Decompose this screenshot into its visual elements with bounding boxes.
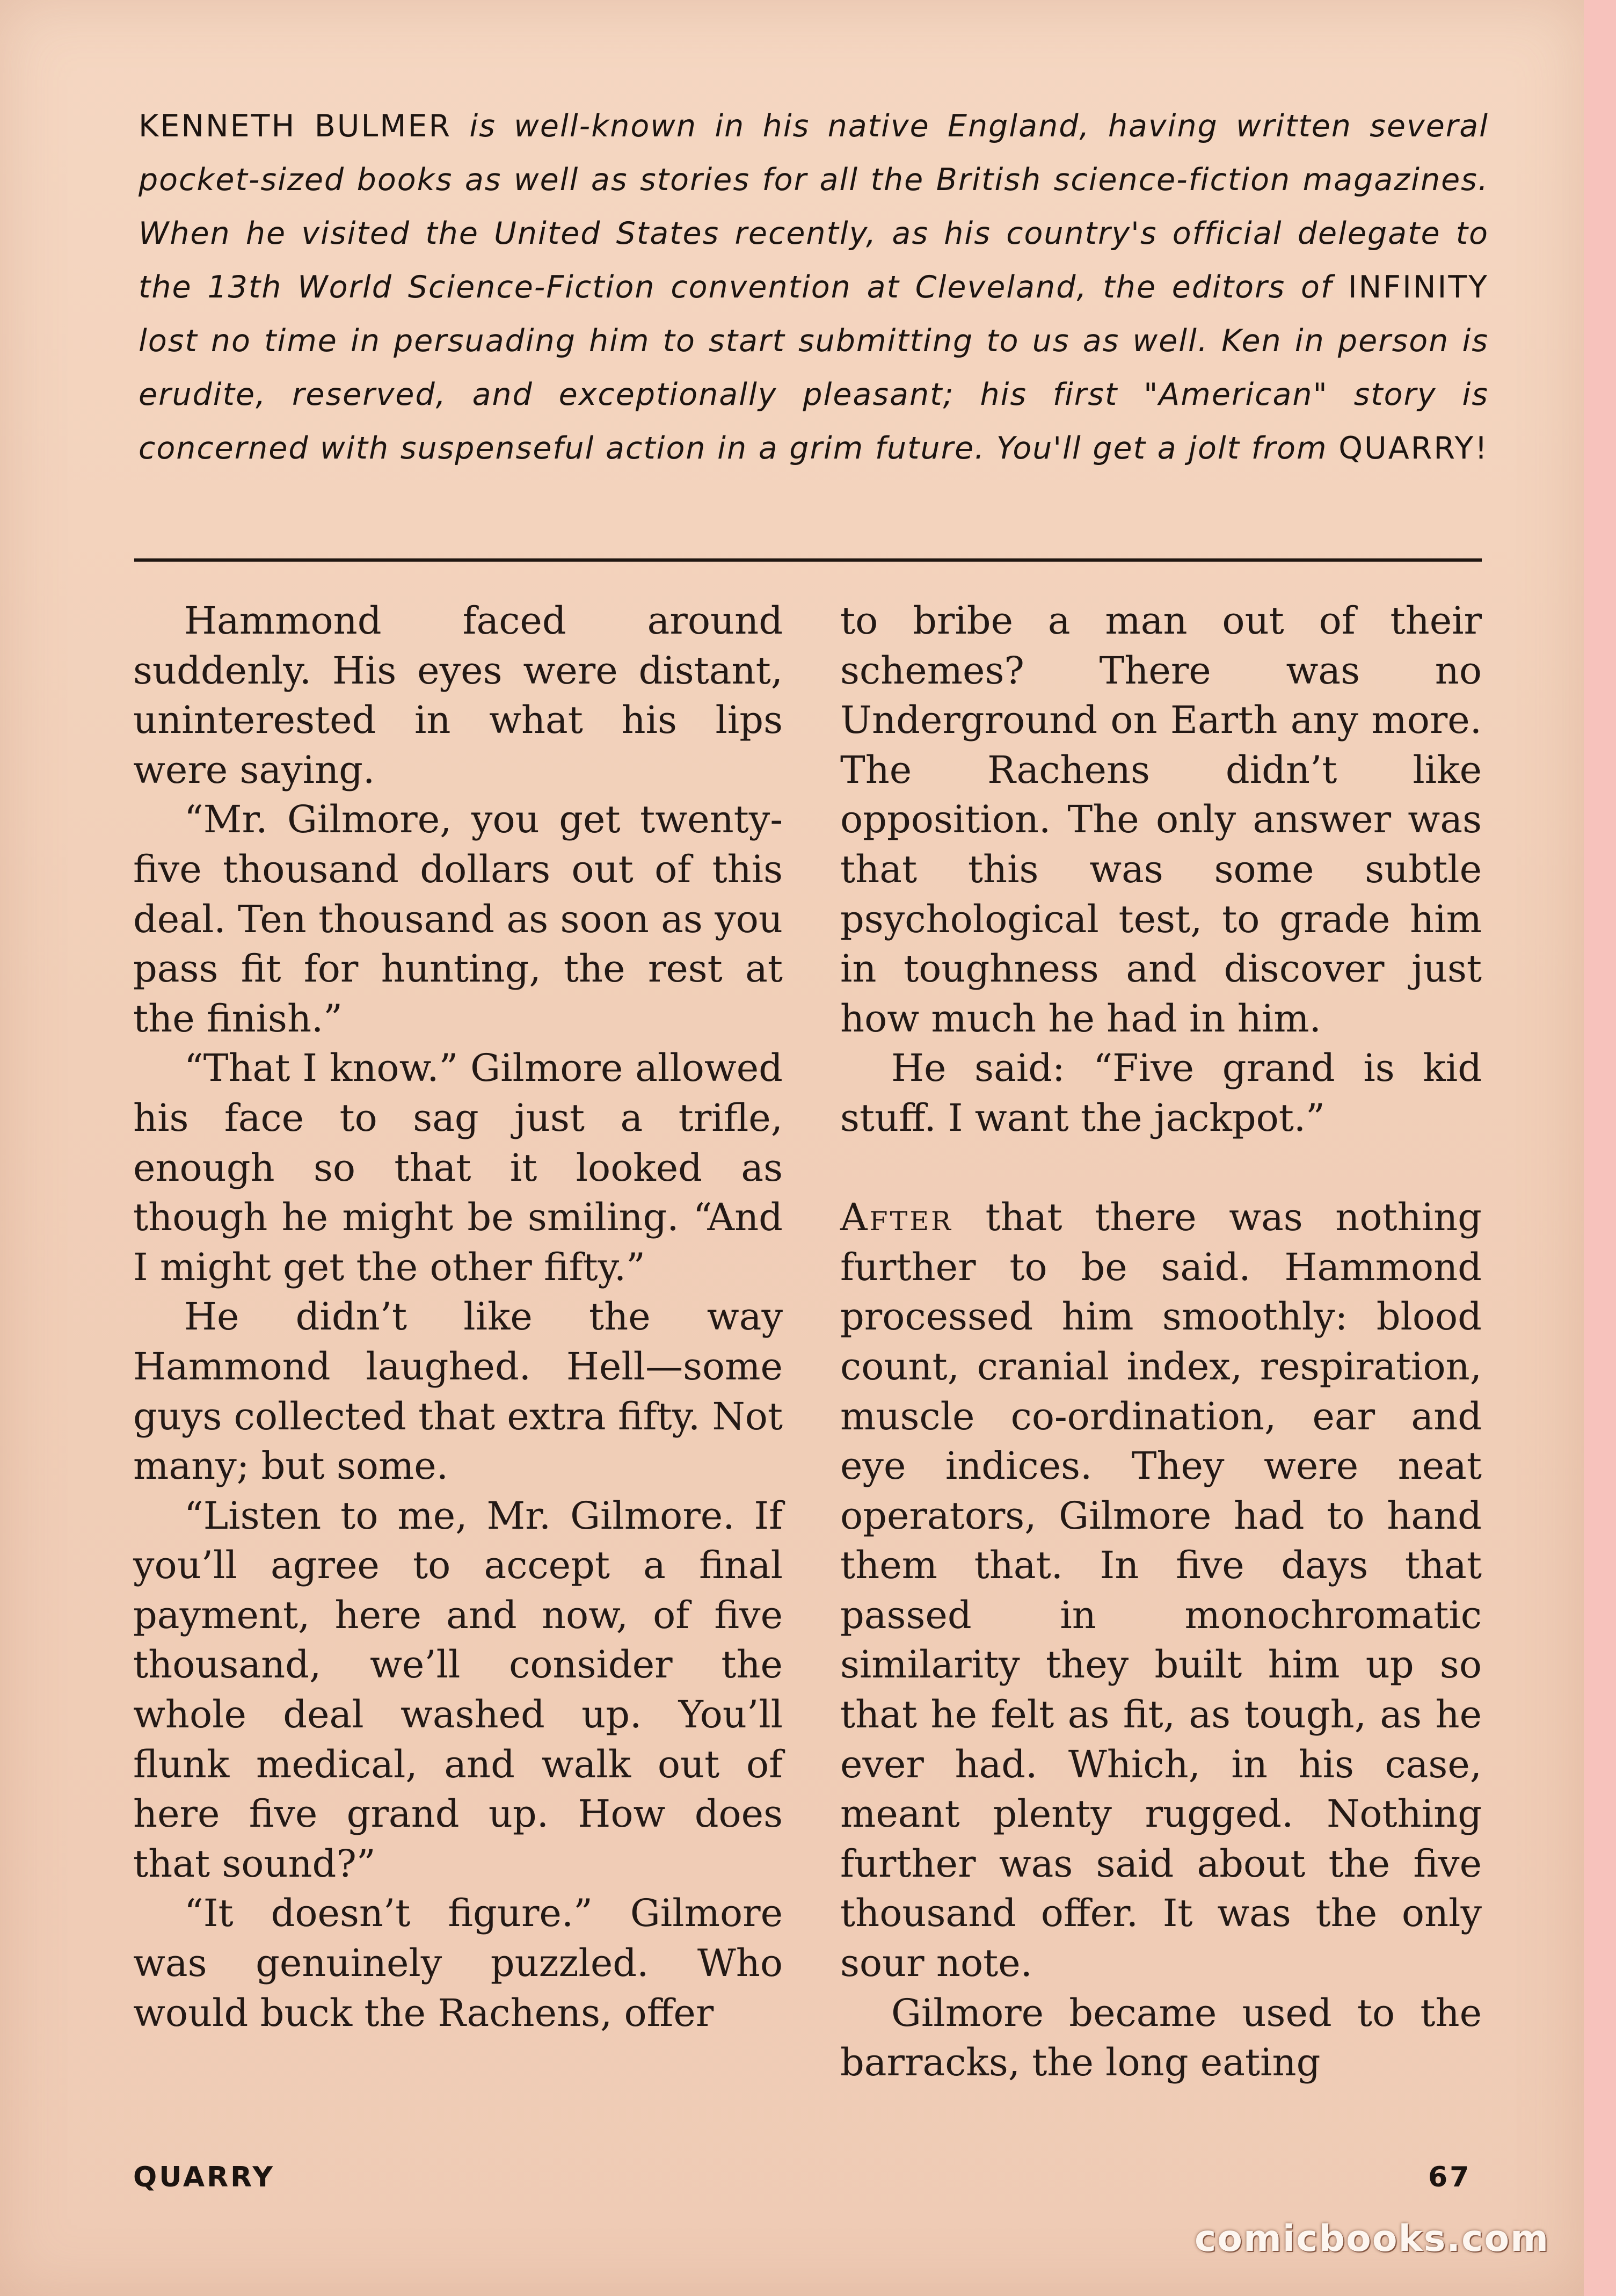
paragraph: “That I know.” Gilmore allowed his face to sag just a trifle, enough so that it looked as though he might be smiling. “And I might get the other fifty.” <box>133 1046 783 1289</box>
paragraph: “Mr. Gilmore, you get twenty-five thousand dollars out of this deal. Ten thousand as soon as you pass fit for hunting, the rest at the finish.” <box>133 797 783 1041</box>
paragraph: He said: “Five grand is kid stuff. I want the jackpot.” <box>840 1046 1482 1140</box>
section-paragraph <box>840 1193 1482 1988</box>
intro-divider <box>134 558 1482 562</box>
story-title: QUARRY! <box>1338 431 1489 466</box>
paragraph: “It doesn’t figure.” Gilmore was genuinely puzzled. Who would buck the Rachens, offer <box>133 1891 783 2035</box>
paragraph: “Listen to me, Mr. Gilmore. If you’ll agree to accept a final payment, here and now, of five thousand, we’ll consider the whole deal washed up. You’ll flunk medical, and walk out of here five grand up. How does that sound?” <box>133 1493 783 1886</box>
author-name: KENNETH BULMER <box>139 108 452 144</box>
author-intro <box>139 99 1489 475</box>
magazine-name: INFINITY <box>1348 270 1489 305</box>
running-title: QUARRY <box>133 2161 275 2193</box>
story-column-left <box>133 596 783 2038</box>
story-column-right <box>840 596 1482 2088</box>
intro-text-2: lost no time in persuading him to start submitting to us as well. Ken in person is erudite, reserved, and exceptionally pleasant; his first "American" story is concerned with suspenseful action in a grim future. You'll get a jolt from <box>139 323 1489 466</box>
paragraph-continued: to bribe a man out of their schemes? There was no Underground on Earth any more. The Rachens didn’t like opposition. The only answer was that this was some subtle psychological test, to grade him in toughness and discover just how much he had in him. <box>840 599 1482 1041</box>
paragraph: Hammond faced around suddenly. His eyes were distant, uninterested in what his lips were saying. <box>133 599 783 792</box>
watermark-logo: comicbooks.com <box>1195 2218 1550 2260</box>
page-number: 67 <box>1428 2161 1472 2193</box>
intro-text-1: is well-known in his native England, having written several pocket-sized books as well as stories for all the British science-fiction magazines. When he visited the United States recently, as his country's official delegate to the 13th World Science-Fiction convention at Cleveland, the editors of <box>139 108 1489 305</box>
paragraph: Gilmore became used to the barracks, the long eating <box>840 1990 1482 2085</box>
section-lead-word: After <box>840 1195 953 1240</box>
section-text: that there was nothing further to be said. Hammond processed him smoothly: blood count, cranial index, respiration, muscle co-ordination, ear and eye indices. They were neat operators, Gilmore had to hand them that. In five days that passed in monochromatic similarity they built him up so that he felt as fit, as tough, as he ever had. Which, in his case, meant plenty rugged. Nothing further was said about the five thousand offer. It was the only sour note. <box>840 1195 1482 1986</box>
paragraph: He didn’t like the way Hammond laughed. Hell—some guys collected that extra fifty. Not many; but some. <box>133 1295 783 1488</box>
page-edge <box>1584 0 1616 2296</box>
